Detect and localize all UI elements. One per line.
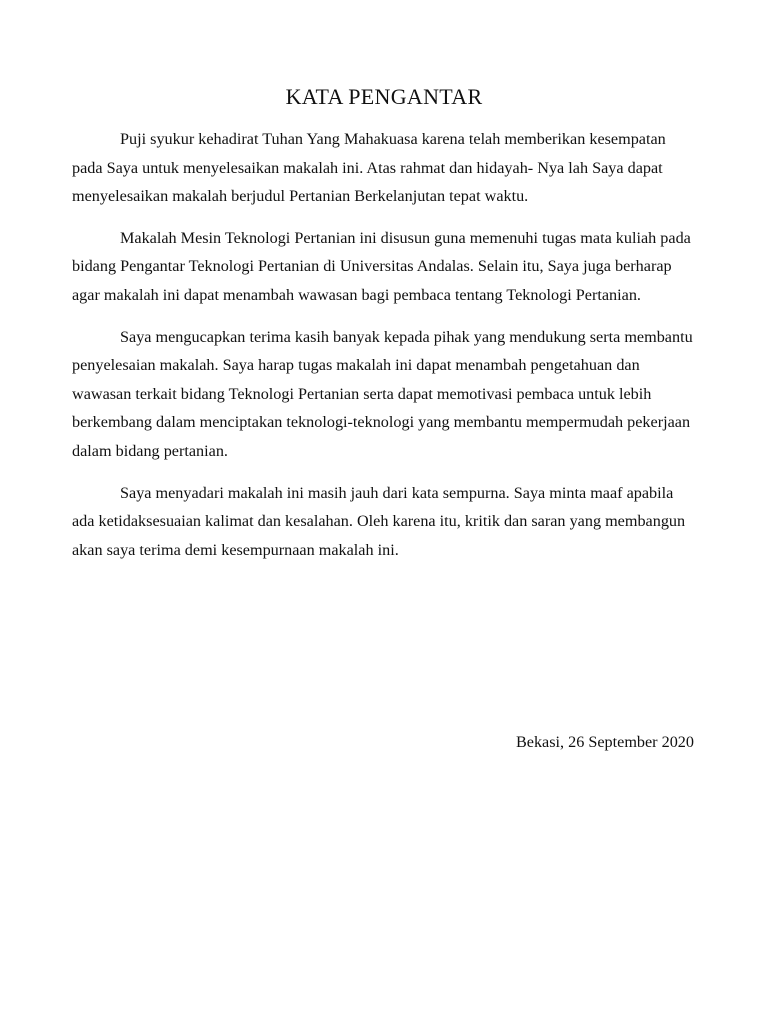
paragraph-line: Saya juga berharap agar makalah ini dapat menambah wawasan bagi pembaca [72, 257, 672, 304]
paragraph-line: waktu. [484, 187, 529, 206]
signature-place-date: Bekasi, 26 September 2020 [515, 733, 694, 751]
paragraph-1 [72, 125, 698, 211]
paragraph-line: Saya mengucapkan terima kasih banyak kepada pihak yang mendukung serta [120, 327, 621, 346]
paragraph-line: Nya lah Saya dapat menyelesaikan makalah berjudul Pertanian Berkelanjutan tepat [72, 158, 663, 206]
paragraph-line: Saya menyadari makalah ini masih jauh dari kata sempurna. Saya minta maaf [120, 483, 623, 502]
paragraph-line: Puji syukur kehadirat Tuhan Yang Mahakuasa karena telah memberikan [120, 130, 586, 148]
paragraph-2 [72, 224, 698, 310]
paragraph-line: tentang Teknologi Pertanian. [454, 285, 641, 304]
paragraph-line: pembaca untuk lebih berkembang dalam menciptakan teknologi-teknologi yang [72, 384, 652, 432]
document-body [72, 125, 698, 577]
paragraph-line: membantu mempermudah pekerjaan dalam bidang pertanian. [72, 413, 691, 460]
paragraph-line: kesempatan pada Saya untuk menyelesaikan makalah ini. Atas rahmat dan hidayah- [72, 130, 666, 177]
paragraph-line: membantu penyelesaian makalah. Saya harap tugas makalah ini dapat menambah [72, 327, 693, 375]
paragraph-line: apabila ada ketidaksesuaian kalimat dan kesalahan. Oleh karena itu, kritik dan saran [72, 483, 674, 531]
paragraph-line: kuliah pada bidang Pengantar Teknologi Pertanian di Universitas Andalas. Selain itu, [72, 228, 691, 276]
paragraph-4 [72, 479, 698, 565]
paragraph-3 [72, 323, 698, 466]
paragraph-line: Makalah Mesin Teknologi Pertanian ini disusun guna memenuhi tugas mata [120, 228, 612, 247]
paragraph-line: pengetahuan dan wawasan terkait bidang Teknologi Pertanian serta dapat memotivasi [72, 356, 640, 403]
page-title: KATA PENGANTAR [285, 84, 483, 109]
paragraph-line: yang membangun akan saya terima demi kesempurnaan makalah ini. [72, 512, 686, 559]
